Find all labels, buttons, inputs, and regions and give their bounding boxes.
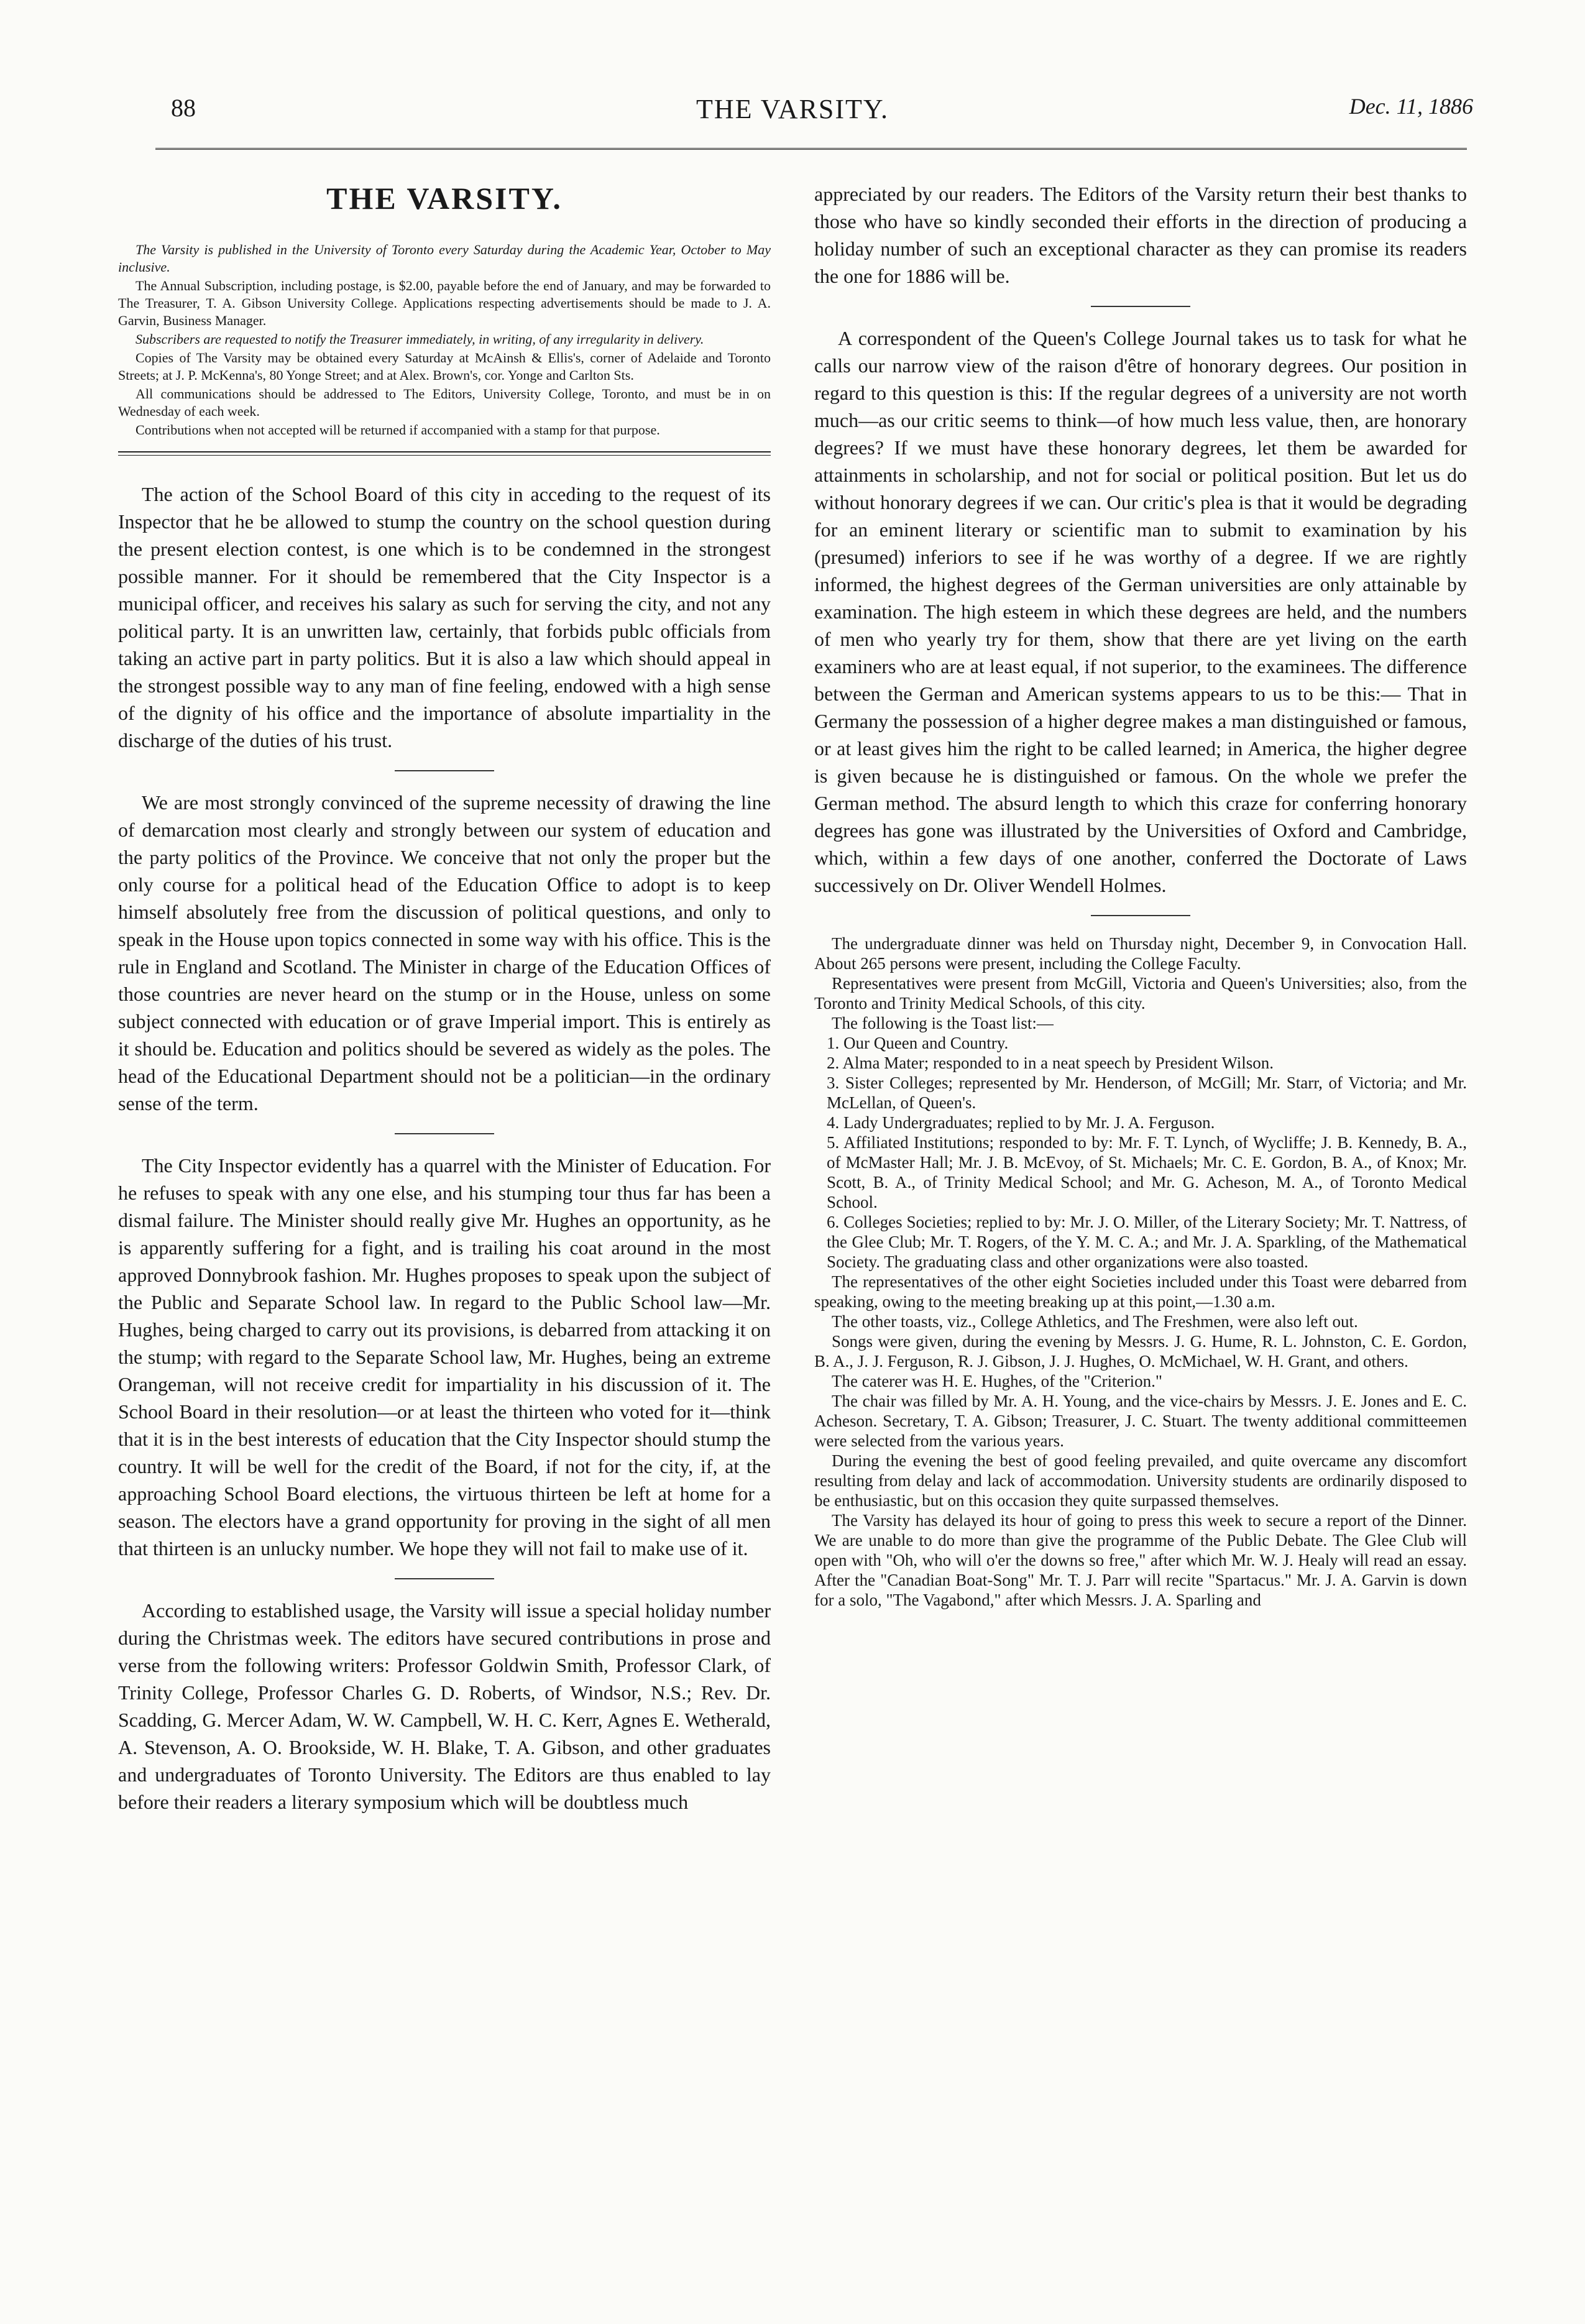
masthead-line: All communications should be addressed to The Editors, University College, Toronto, and must be in on Wednesday of each week. xyxy=(118,386,771,419)
issue-date: Dec. 11, 1886 xyxy=(1349,94,1473,119)
header-rule xyxy=(155,148,1467,150)
toast-item: 4. Lady Undergraduates; replied to by Mr. J. A. Ferguson. xyxy=(827,1113,1215,1132)
masthead-divider xyxy=(118,451,771,456)
report-paragraph: The representatives of the other eight Societies included under this Toast were debarred from speaking, owing to the meeting breaking up at this point,—1.30 a.m. xyxy=(814,1272,1467,1311)
section-divider xyxy=(1091,306,1190,307)
toast-item: 3. Sister Colleges; represented by Mr. Henderson, of McGill; Mr. Starr, of Victoria; and Mr. McLellan, of Queen's. xyxy=(827,1073,1467,1112)
report-paragraph: The following is the Toast list:— xyxy=(832,1014,1054,1032)
running-title: THE VARSITY. xyxy=(696,94,889,124)
editorial-paragraph: The City Inspector evidently has a quarrel with the Minister of Education. For he refuses to speak with any one else, and his stumping tour thus far has been a dismal failure. The Minister should really give Mr. Hughes an opportunity, as he is apparently suffering for a fight, and is trailing his coat around in the most approved Donnybrook fashion. Mr. Hughes proposes to speak upon the subject of the Public and Separate School law. In regard to the Public School law—Mr. Hughes, being charged to carry out its provisions, is debarred from attacking it on the stump; with regard to the Separate School law, Mr. Hughes, being an extreme Orangeman, will not receive credit for impartiality in his discussion of it. The School Board in their resolution—or at least the thirteen who voted for it—think that it is in the best interests of education that the City Inspector should stump the country. It will be well for the credit of the Board, if not for the city, if, at the approaching School Board elections, the virtuous thirteen be left at home for a season. The electors have a grand opportunity for proving in the sight of all men that thirteen is an unlucky number. We hope they will not fail to make use of it. xyxy=(118,1154,771,1559)
editorial-paragraph: According to established usage, the Varsity will issue a special holiday number during the Christmas week. The editors have secured contributions in prose and verse from the following writers: Professor Goldwin Smith, Professor Clark, of Trinity College, Professor Charles G. D. Roberts, of Windsor, N.S.; Rev. Dr. Scadding, G. Mercer Adam, W. W. Campbell, W. H. C. Kerr, Agnes E. Wetherald, A. Stevenson, A. O. Brookside, W. H. Blake, T. A. Gibson, and other graduates and undergraduates of Toronto University. The Editors are thus enabled to lay before their readers a literary symposium which will be doubtless much xyxy=(118,1599,771,1813)
report-paragraph: During the evening the best of good feeling prevailed, and quite overcame any discomfort resulting from delay and lack of accommodation. University students are ordinarily disposed to be enthusiastic, but on this occasion they quite surpassed themselves. xyxy=(814,1451,1467,1510)
editorial-paragraph: A correspondent of the Queen's College Journal takes us to task for what he calls our narrow view of the raison d'être of honorary degrees. Our position in regard to this question is this: If the regular degrees of a university are not worth much—as our critic seems to think—of how much less value, then, are honorary degrees? If we must have these honorary degrees, let them be awarded for attainments in scholarship, and not for social or political position. But let us do without honorary degrees if we can. Our critic's plea is that it would be degrading for an eminent literary or scientific man to submit to examination by his (presumed) inferiors to see if he was worthy of a degree. If we are rightly informed, the highest degrees of the German universities are only attainable by examination. The high esteem in which these degrees are held, and the numbers of men who yearly try for them, show that there are yet living on the earth examiners who are at least equal, if not superior, to the examinees. The difference between the German and American systems appears to us to be this:— That in Germany the possession of a higher degree makes a man distinguished or famous, or at least gives him the right to be called learned; in America, the higher degree is given because he is distinguished or famous. On the whole we prefer the German method. The absurd length to which this craze for conferring honorary degrees has gone was illustrated by the Universities of Oxford and Cambridge, which, within a few days of one another, conferred the Doctorate of Laws successively on Dr. Oliver Wendell Holmes. xyxy=(814,327,1467,896)
masthead-line: The Varsity is published in the University of Toronto every Saturday during the Academic Year, October to May inclusive. xyxy=(118,242,771,275)
right-column xyxy=(814,180,1467,1610)
masthead-line: The Annual Subscription, including postage, is $2.00, payable before the end of January, and may be forwarded to The Treasurer, T. A. Gibson University College. Applications respecting advertisements should be made to J. A. Garvin, Business Manager. xyxy=(118,278,771,328)
report-paragraph: The other toasts, viz., College Athletics, and The Freshmen, were also left out. xyxy=(832,1312,1358,1331)
toast-item: 6. Colleges Societies; replied to by: Mr. J. O. Miller, of the Literary Society; Mr. T. Nattress, of the Glee Club; Mr. T. Rogers, of the Y. M. C. A.; and Mr. J. A. Sparkling, of the Mathematical Society. The graduating class and other organizations were also toasted. xyxy=(827,1213,1467,1271)
page-number: 88 xyxy=(171,94,196,122)
editorial-paragraph: The action of the School Board of this city in acceding to the request of its Inspector that he be allowed to stump the country on the school question during the present election contest, is one which is to be condemned in the strongest possible manner. For it should be remembered that the City Inspector is a municipal officer, and receives his salary as such for serving the city, and not any political party. It is an unwritten law, certainly, that forbids publc officials from taking an active part in party politics. But it is also a law which should appeal in the strongest possible way to any man of fine feeling, endowed with a high sense of the dignity of his office and the importance of absolute impartiality in the discharge of the duties of his trust. xyxy=(118,483,771,751)
report-paragraph: The chair was filled by Mr. A. H. Young, and the vice-chairs by Messrs. J. E. Jones and E. C. Acheson. Secretary, T. A. Gibson; Treasurer, J. C. Stuart. The twenty additional committeemen were selected from the various years. xyxy=(814,1392,1467,1450)
masthead-line: Subscribers are requested to notify the Treasurer immediately, in writing, of any irregularity in delivery. xyxy=(136,331,704,347)
report-paragraph: Songs were given, during the evening by Messrs. J. G. Hume, R. L. Johnston, C. E. Gordon, B. A., J. J. Ferguson, R. J. Gibson, J. J. Hughes, O. McMichael, W. H. Grant, and others. xyxy=(814,1332,1467,1371)
masthead-title: THE VARSITY. xyxy=(326,181,563,216)
report-paragraph: Representatives were present from McGill, Victoria and Queen's Universities; also, from the Toronto and Trinity Medical Schools, of this city. xyxy=(814,974,1467,1013)
dinner-report xyxy=(814,934,1467,1610)
left-column xyxy=(118,180,771,1816)
report-paragraph: The undergraduate dinner was held on Thursday night, December 9, in Convocation Hall. About 265 persons were present, including the College Faculty. xyxy=(814,934,1467,973)
report-paragraph: The Varsity has delayed its hour of going to press this week to secure a report of the Dinner. We are unable to do more than give the programme of the Public Debate. The Glee Club will open with "Oh, who will o'er the downs so free," after which Mr. W. J. Healy will read an essay. After the "Canadian Boat-Song" Mr. T. J. Parr will recite "Spartacus." Mr. J. A. Garvin is down for a solo, "The Vagabond," after which Messrs. J. A. Sparling and xyxy=(814,1511,1467,1609)
toast-item: 5. Affiliated Institutions; responded to by: Mr. F. T. Lynch, of Wycliffe; J. B. Kennedy, B. A., of McMaster Hall; Mr. J. B. McEvoy, of St. Michaels; Mr. C. E. Gordon, B. A., of Knox; Mr. Scott, B. A., of Trinity Medical School; and Mr. G. Acheson, M. A., of Toronto Medical School. xyxy=(827,1133,1467,1211)
section-divider xyxy=(395,770,494,771)
editorial-paragraph: We are most strongly convinced of the supreme necessity of drawing the line of demarcation most clearly and strongly between our system of education and the party politics of the Province. We conceive that not only the proper but the only course for a political head of the Education Office to adopt is to keep himself absolutely free from the discussion of political questions, and only to speak in the House upon topics connected in some way with his office. This is the rule in England and Scotland. The Minister in charge of the Education Offices of those countries are never heard on the stump or in the House, unless on some subject connected with education or of grave Imperial import. This is entirely as it should be. Education and politics should be severed as widely as the poles. The head of the Educational Department should not be a politician—in the ordinary sense of the term. xyxy=(118,791,771,1114)
section-divider xyxy=(1091,915,1190,916)
masthead-line: Copies of The Varsity may be obtained every Saturday at McAinsh & Ellis's, corner of Adelaide and Toronto Streets; at J. P. McKenna's, 80 Yonge Street; and at Alex. Brown's, cor. Yonge and Carlton Sts. xyxy=(118,350,771,383)
toast-item: 2. Alma Mater; responded to in a neat speech by President Wilson. xyxy=(827,1054,1274,1072)
masthead xyxy=(118,180,771,439)
toast-item: 1. Our Queen and Country. xyxy=(827,1034,1009,1052)
report-paragraph: The caterer was H. E. Hughes, of the "Criterion." xyxy=(832,1372,1162,1390)
masthead-line: Contributions when not accepted will be returned if accompanied with a stamp for that purpose. xyxy=(136,422,660,438)
section-divider xyxy=(395,1578,494,1579)
running-header xyxy=(0,93,1585,143)
editorial-paragraph: appreciated by our readers. The Editors of the Varsity return their best thanks to those who have so kindly seconded their efforts in the direction of producing a holiday number of such an exceptional character as they can promise its readers the one for 1886 will be. xyxy=(814,183,1467,287)
section-divider xyxy=(395,1133,494,1134)
